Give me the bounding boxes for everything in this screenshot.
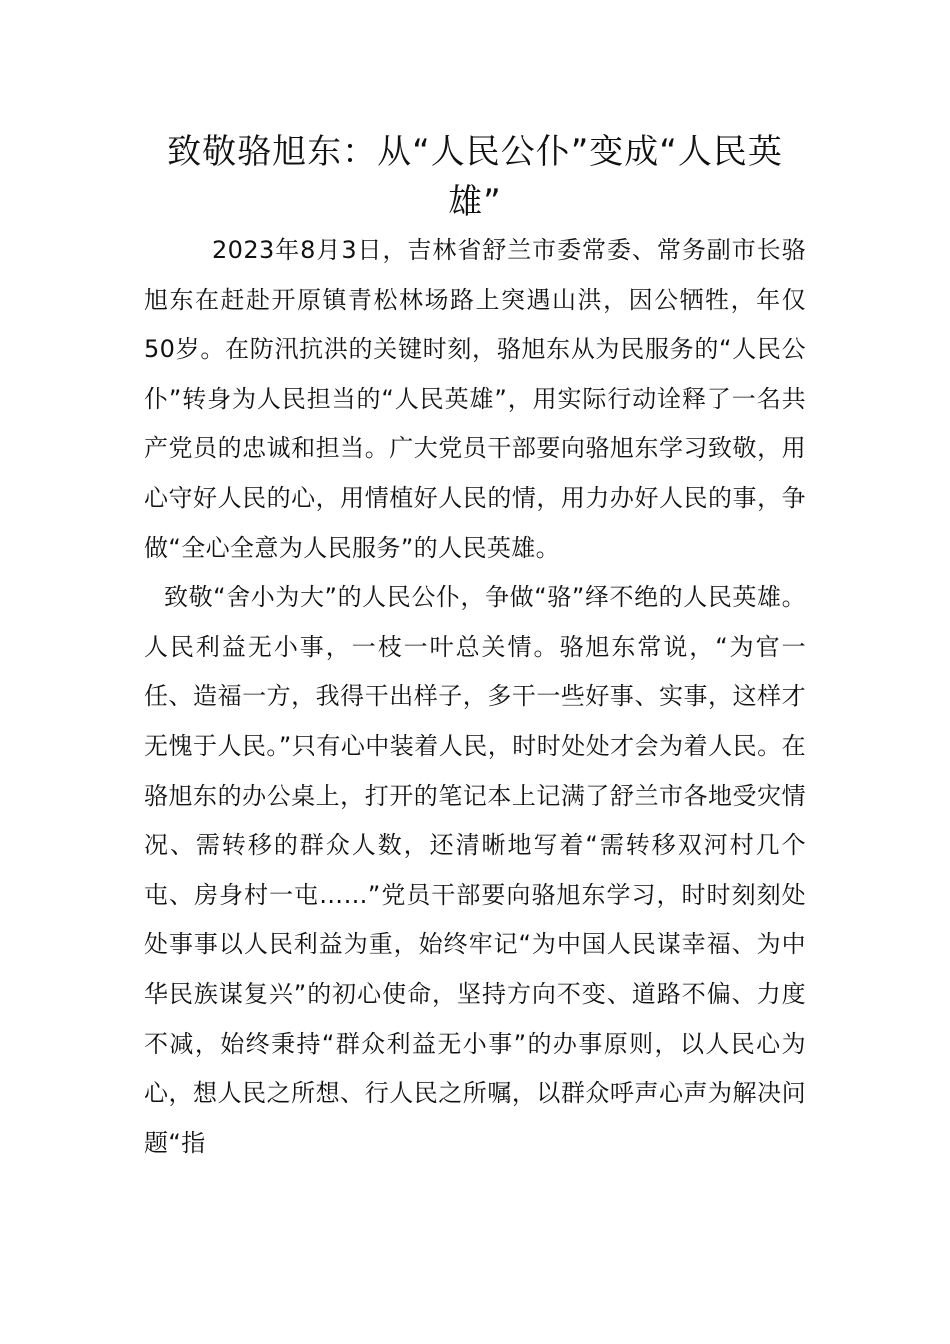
paragraph-2: 致敬“舍小为大”的人民公仆，争做“骆”绎不绝的人民英雄。人民利益无小事，一枝一叶总关情。骆旭东常说，“为官一任、造福一方，我得干出样子，多干一些好事、实事，这样才无愧于人民。”只有心中装着人民，时时处处才会为着人民。在骆旭东的办公桌上，打开的笔记本上记满了舒兰市各地受灾情况、需转移的群众人数，还清晰地写着“需转移双河村几个屯、房身村一屯……”党员干部要向骆旭东学习，时时刻刻处处事事以人民利益为重，始终牢记“为中国人民谋幸福、为中华民族谋复兴”的初心使命，坚持方向不变、道路不偏、力度不减，始终秉持“群众利益无小事”的办事原则，以人民心为心，想人民之所想、行人民之所嘱，以群众呼声心声为解决问题“指 (144, 583, 806, 1157)
document-title: 致敬骆旭东：从“人民公仆”变成“人民英雄” (167, 132, 783, 222)
paragraph-1: 2023年8月3日，吉林省舒兰市委常委、常务副市长骆旭东在赶赴开原镇青松林场路上突遇山洪，因公牺牲，年仅50岁。在防汛抗洪的关键时刻，骆旭东从为民服务的“人民公仆”转身为人民担当的“人民英雄”，用实际行动诠释了一名共产党员的忠诚和担当。广大党员干部要向骆旭东学习致敬，用心守好人民的心，用情植好人民的情，用力办好人民的事，争做“全心全意为人民服务”的人民英雄。 (144, 236, 806, 562)
document-body (144, 226, 806, 1168)
